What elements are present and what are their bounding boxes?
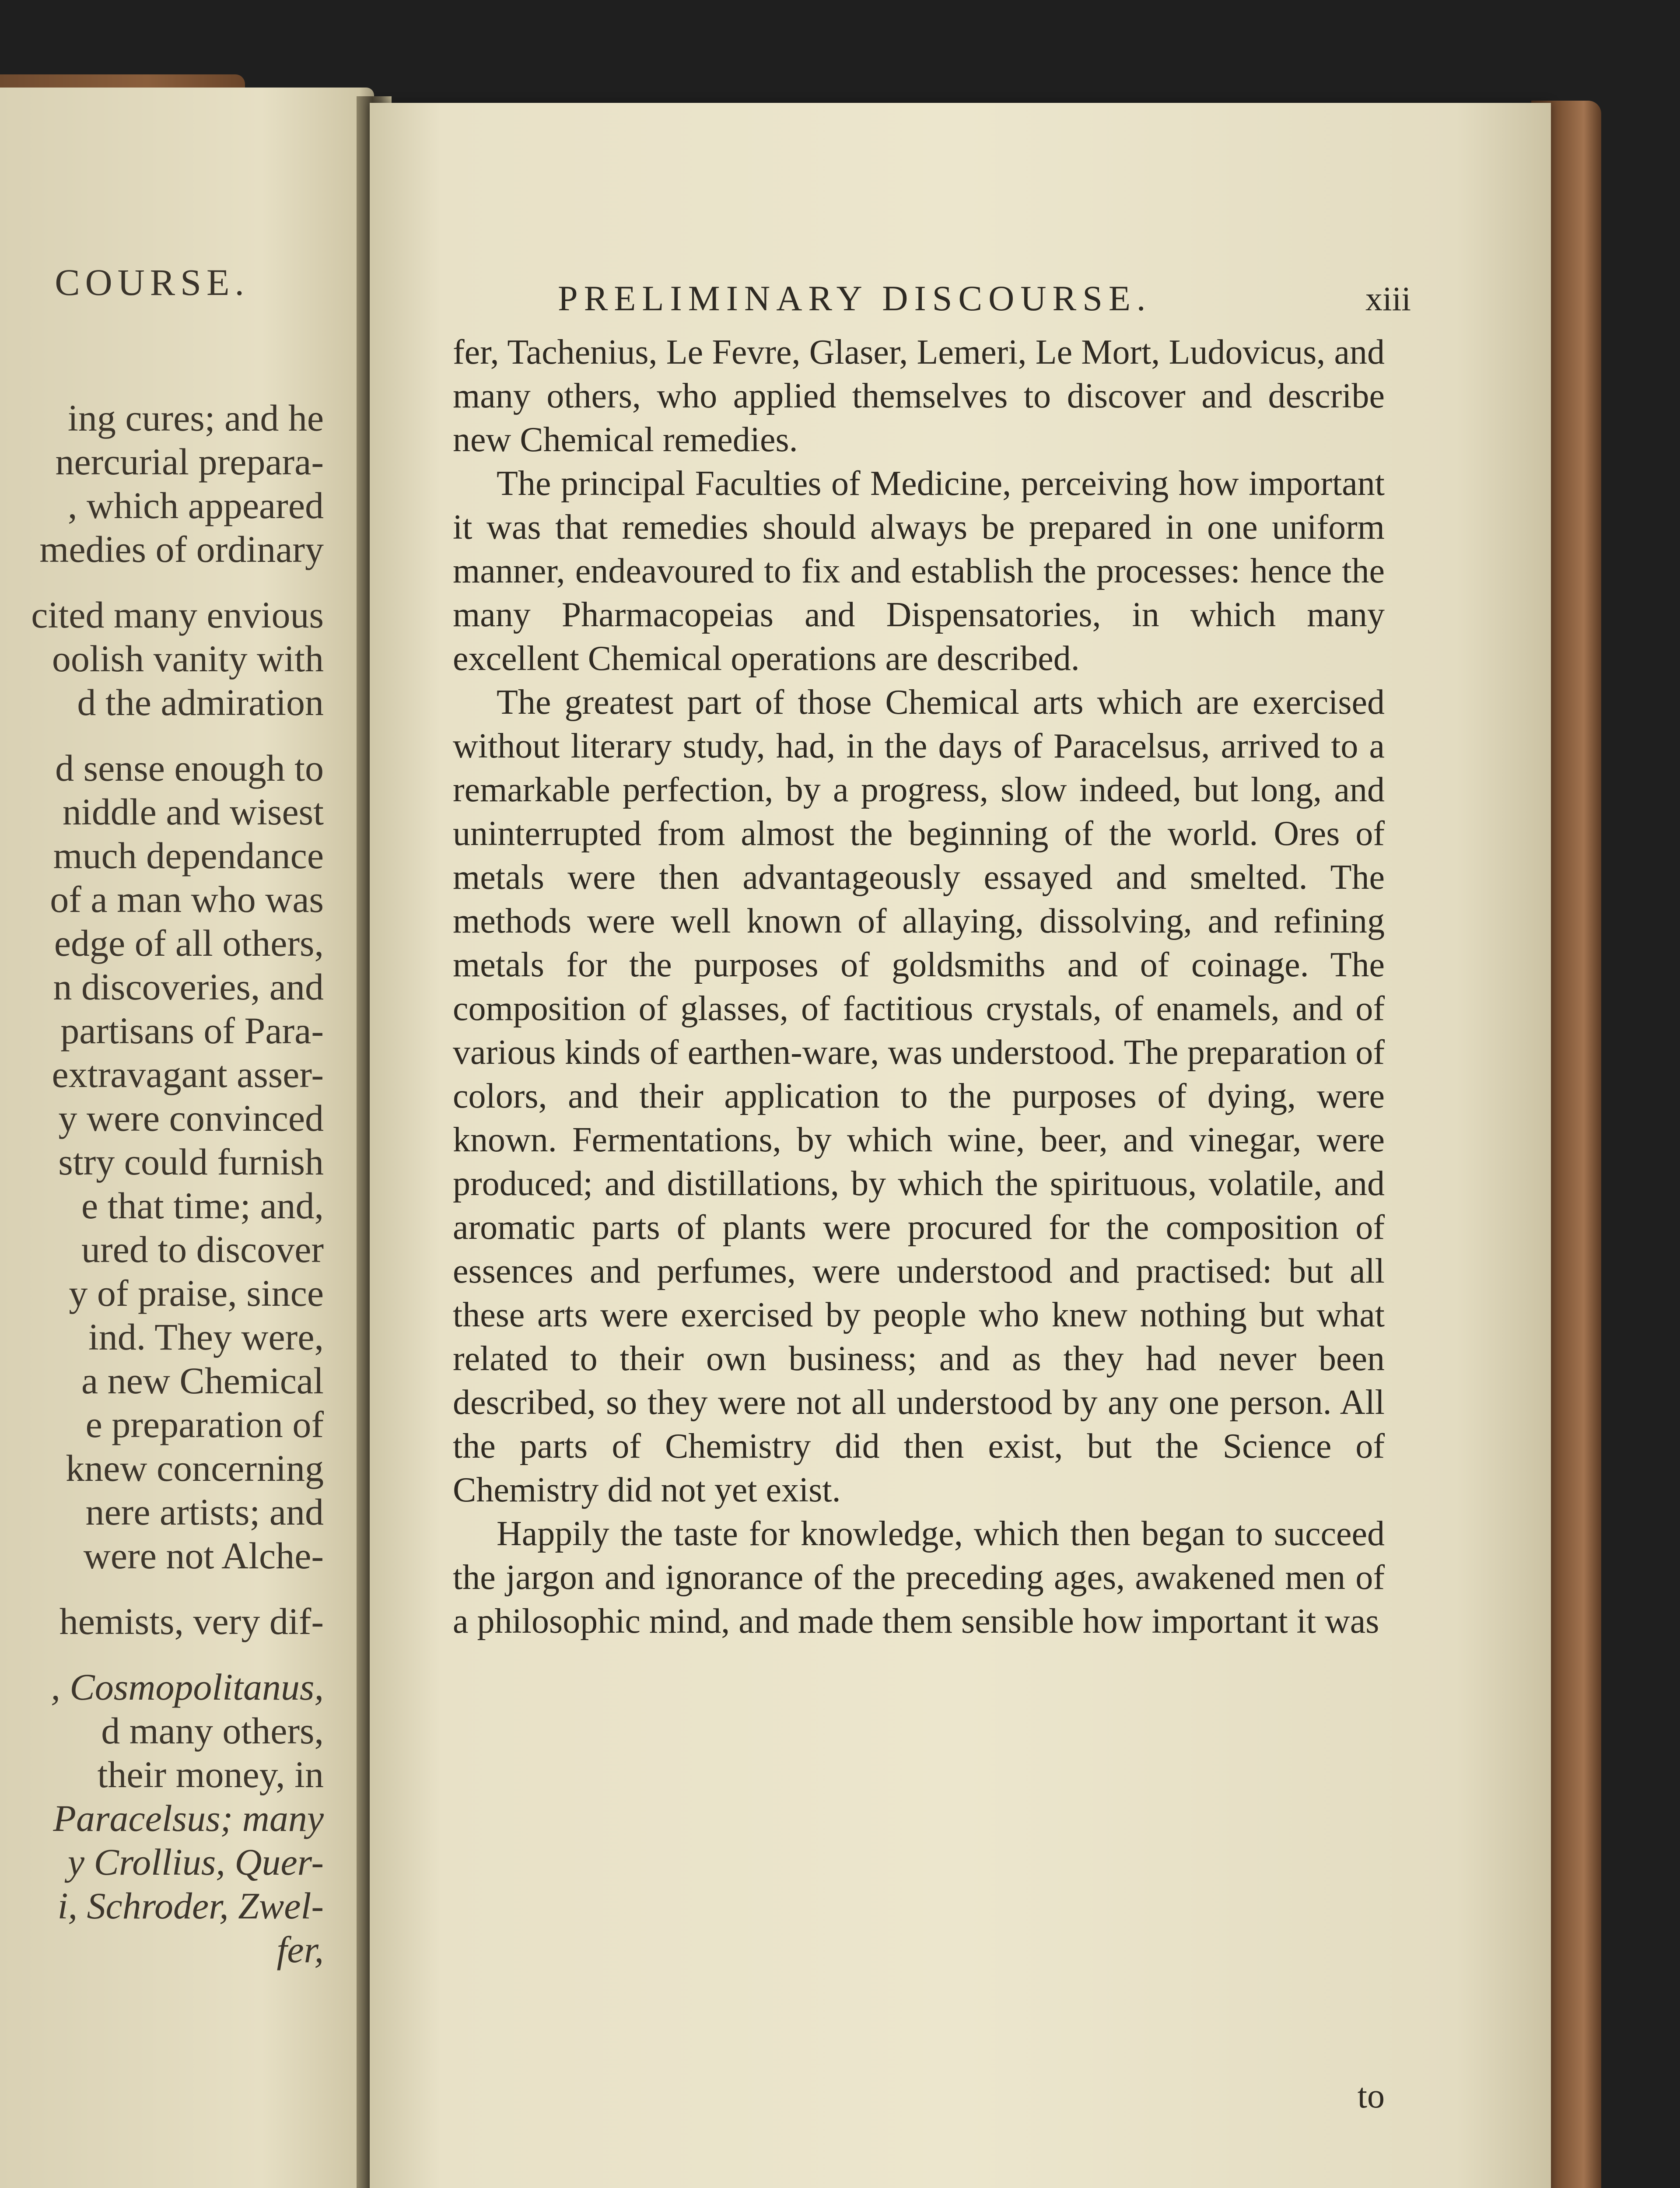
left-text-line: ind. They were,: [88, 1316, 324, 1358]
body-text: [453, 330, 1385, 1643]
left-page: [0, 88, 374, 2188]
left-text-line: n discoveries, and: [53, 966, 324, 1008]
paragraph-faculties: The principal Faculties of Medicine, perceiving how important it was that remedies should always be prepared in one uniform manner, endeavoured to fix and establish the processes: hence the many Pharmacopeias and Dispensatories, in which many excellent Chemical operations are described.: [453, 464, 1385, 678]
left-text-line: hemists, very dif-: [59, 1600, 324, 1642]
left-text-line: stry could furnish: [58, 1141, 324, 1183]
left-text-line: medies of ordinary: [39, 528, 324, 570]
running-header: [558, 278, 1411, 319]
left-text-line: y of praise, since: [69, 1272, 324, 1314]
paragraph-chemical-arts: The greatest part of those Chemical arts which are exercised without literary study, had, in the days of Paracelsus, arrived to a remarkable perfection, by a progress, slow indeed, but long, and uninterrupted from almost the beginning of the world. Ores of metals were then advantageously essayed and smelted. The methods were well known of allaying, dissolving, and refining metals for the purposes of goldsmiths and of coinage. The composition of glasses, of factitious crystals, of enamels, and of various kinds of earthen-ware, was understood. The preparation of colors, and their application to the purposes of dying, were known. Fermentations, by which wine, beer, and vinegar, were produced; and distillations, by which the spirituous, volatile, and aromatic parts of plants were procured for the composition of essences and perfumes, were understood and practised: but all these arts were exercised by people who knew nothing but what related to their own business; and as they had never been described, so they were not all understood by any one person. All the parts of Chemistry did then exist, but the Science of Chemistry did not yet exist.: [453, 683, 1385, 1509]
left-text-line: d the admiration: [77, 681, 324, 723]
left-text-line: edge of all others,: [54, 922, 324, 964]
left-text-line: fer,: [276, 1929, 324, 1971]
left-text-line: cited many envious: [31, 594, 324, 636]
left-text-line: [0, 571, 324, 593]
left-text-line: ured to discover: [81, 1228, 324, 1270]
left-text-line: i, Schroder, Zwel-: [57, 1885, 324, 1927]
left-text-line: y were convinced: [58, 1097, 324, 1139]
left-text-line: Paracelsus; many: [53, 1797, 324, 1839]
left-text-line: d sense enough to: [55, 747, 324, 789]
left-text-line: e that time; and,: [81, 1185, 324, 1227]
left-text-line: [0, 1643, 324, 1665]
left-text-line: , which appeared: [68, 484, 324, 526]
left-text-line: nere artists; and: [85, 1491, 324, 1533]
left-text-line: [0, 1578, 324, 1599]
catchword: to: [1357, 2077, 1385, 2115]
left-text-line: ing cures; and he: [67, 397, 324, 439]
left-text-line: y Crollius, Quer-: [67, 1841, 324, 1883]
left-text-line: of a man who was: [50, 878, 324, 920]
left-text-column: [0, 396, 324, 1971]
left-running-head: COURSE.: [55, 261, 249, 303]
left-text-line: were not Alche-: [83, 1535, 324, 1577]
page-number: xiii: [1365, 280, 1411, 318]
left-text-line: niddle and wisest: [62, 791, 324, 833]
left-text-line: a new Chemical: [81, 1360, 324, 1402]
left-text-line: oolish vanity with: [52, 638, 324, 680]
left-text-line: knew concerning: [66, 1447, 324, 1489]
left-text-line: their money, in: [97, 1753, 324, 1795]
left-text-line: [0, 724, 324, 746]
left-text-line: nercurial prepara-: [55, 441, 324, 483]
paragraph-knowledge: Happily the taste for knowledge, which then began to succeed the jargon and ignorance of the preceding ages, awakened men of a philosophic mind, and made them sensible how important it was: [453, 1515, 1385, 1641]
left-text-line: d many others,: [101, 1710, 324, 1752]
left-text-line: much dependance: [53, 835, 324, 877]
left-text-line: e preparation of: [85, 1403, 324, 1445]
left-text-line: , Cosmopolitanus,: [51, 1666, 324, 1708]
left-text-line: extravagant asser-: [52, 1053, 324, 1095]
running-head-title: PRELIMINARY DISCOURSE.: [558, 278, 1152, 318]
right-page: [370, 103, 1551, 2188]
paragraph-continued: fer, Tachenius, Le Fevre, Glaser, Lemeri, Le Mort, Ludovicus, and many others, who applied themselves to discover and describe new Chemical remedies.: [453, 333, 1385, 459]
left-text-line: partisans of Para-: [60, 1010, 324, 1052]
